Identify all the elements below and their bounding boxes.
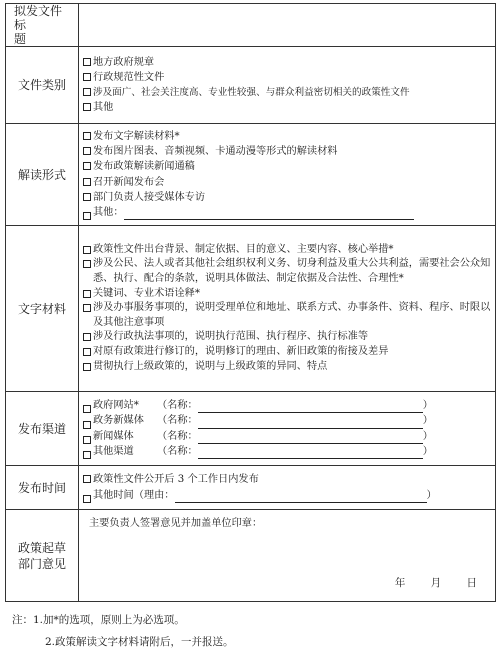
channel-name-input[interactable] (198, 401, 423, 413)
option-label: 政府网站* (93, 400, 139, 412)
option-label: 地方政府规章 (93, 56, 155, 68)
checkbox-icon[interactable] (83, 132, 91, 140)
policy-interpretation-form (5, 3, 496, 602)
option-label: 涉及行政执法事项的，说明执行范围、执行程序、执行标准等 (93, 331, 369, 343)
checkbox-icon[interactable] (83, 162, 91, 170)
checkbox-icon[interactable] (83, 178, 91, 186)
checkbox-icon[interactable] (83, 212, 91, 220)
label-dept-opinion-line1: 政策起草 (17, 540, 66, 555)
text-material-option[interactable] (83, 360, 491, 375)
channel-option[interactable] (83, 413, 491, 428)
publish-time-option[interactable] (83, 472, 491, 487)
text-material-option[interactable] (83, 301, 491, 330)
checkbox-icon[interactable] (83, 451, 91, 459)
option-label: 召开新闻发布会 (93, 176, 165, 188)
option-label: 部门负责人接受媒体专访 (93, 191, 206, 203)
option-label: 对原有政策进行修订的，说明修订的理由、新旧政策的衔接及差异 (93, 345, 389, 357)
channel-name-input[interactable] (198, 447, 423, 459)
option-label: 行政规范性文件 (93, 71, 165, 83)
option-label: 政策性文件出台背景、制定依据、目的意义、主要内容、核心举措* (93, 243, 394, 255)
label-document-title-line2 (6, 18, 78, 46)
reason-input-line[interactable] (175, 491, 427, 503)
interpret-option[interactable] (83, 129, 491, 144)
checkbox-icon[interactable] (83, 260, 91, 268)
dept-opinion-field[interactable] (79, 510, 496, 602)
label-text-material: 文字材料 (6, 226, 79, 392)
label-document-title (6, 4, 79, 47)
channel-option[interactable] (83, 398, 491, 413)
interpret-option[interactable] (83, 159, 491, 174)
text-material-options (79, 226, 496, 392)
row-doc-type (6, 47, 496, 124)
checkbox-icon[interactable] (83, 348, 91, 356)
document-title-field[interactable] (79, 4, 496, 47)
checkbox-icon[interactable] (83, 363, 91, 371)
interpret-option[interactable] (83, 175, 491, 190)
channel-option[interactable] (83, 444, 491, 459)
channel-options (79, 392, 496, 466)
channel-option[interactable] (83, 429, 491, 444)
label-doc-type: 文件类别 (6, 47, 79, 124)
channel-name-input[interactable] (198, 432, 423, 444)
checkbox-icon[interactable] (83, 246, 91, 254)
row-interpret-form (6, 124, 496, 226)
option-label: 其他时间（理由： (93, 489, 175, 501)
label-dept-opinion-line2: 部门意见 (17, 556, 66, 571)
checkbox-icon[interactable] (83, 103, 91, 111)
option-label: 涉及公民、法人或者其他社会组织权利义务、切身利益及重大公共利益，需要社会公众知悉、执行、配合的条款，说明具体做法、制定依据及合法性、合理性* (93, 258, 491, 285)
name-close: ） (422, 415, 433, 427)
checkbox-icon[interactable] (83, 88, 91, 96)
note-1: 注：1.加*的选项，原则上为必选项。 (12, 614, 185, 626)
interpret-form-options (79, 124, 496, 226)
checkbox-icon[interactable] (83, 436, 91, 444)
note-2: 2.政策解读文字材料请附后，一并报送。 (45, 636, 234, 648)
dept-opinion-instruction: 主要负责人签署意见并加盖单位印章： (89, 518, 263, 529)
label-publish-time: 发布时间 (6, 466, 79, 510)
option-label: 其他： (93, 206, 124, 218)
dept-opinion-date: 年 月 日 (394, 576, 477, 589)
checkbox-icon[interactable] (83, 333, 91, 341)
label-dept-opinion (6, 510, 79, 602)
option-label: 政策性文件公开后 3 个工作日内发布 (93, 474, 259, 486)
row-document-title (6, 4, 496, 47)
checkbox-icon[interactable] (83, 405, 91, 413)
text-material-option[interactable] (83, 345, 491, 360)
name-prefix: （名称： (157, 400, 198, 412)
label-channel: 发布渠道 (6, 392, 79, 466)
checkbox-icon[interactable] (83, 58, 91, 66)
name-prefix: （名称： (157, 430, 198, 442)
row-dept-opinion (6, 510, 496, 602)
label-interpret-form: 解读形式 (6, 124, 79, 226)
publish-time-options (79, 466, 496, 510)
checkbox-icon[interactable] (83, 304, 91, 312)
text-material-option[interactable] (83, 243, 491, 258)
doc-type-option[interactable] (83, 85, 491, 100)
doc-type-options (79, 47, 496, 124)
publish-time-option-other[interactable] (83, 488, 491, 503)
option-label: 发布文字解读材料* (93, 130, 180, 142)
label-document-title-line1: 拟发文件 (14, 4, 63, 18)
label-document-title-line2-text: 标 题 (14, 18, 47, 46)
interpret-option[interactable] (83, 190, 491, 205)
text-material-option[interactable] (83, 287, 491, 302)
option-label: 发布图片图表、音频视频、卡通动漫等形式的解读材料 (93, 146, 338, 158)
option-label: 其他 (93, 102, 114, 114)
interpret-option[interactable] (83, 144, 491, 159)
channel-name-input[interactable] (198, 417, 423, 429)
checkbox-icon[interactable] (83, 421, 91, 429)
row-text-material (6, 226, 496, 392)
checkbox-icon[interactable] (83, 73, 91, 81)
name-close: ） (422, 445, 433, 457)
name-close: ） (422, 430, 433, 442)
reason-close: ） (426, 489, 437, 501)
option-label: 新闻媒体 (93, 430, 134, 442)
checkbox-icon[interactable] (83, 193, 91, 201)
other-input-line[interactable] (124, 208, 414, 220)
doc-type-option[interactable] (83, 100, 491, 115)
interpret-option-other[interactable] (83, 205, 491, 220)
option-label: 发布政策解读新闻通稿 (93, 161, 195, 173)
text-material-option[interactable] (83, 330, 491, 345)
option-label: 贯彻执行上级政策的，说明与上级政策的异同、特点 (93, 360, 328, 372)
name-prefix: （名称： (157, 445, 198, 457)
checkbox-icon[interactable] (83, 147, 91, 155)
name-close: ） (422, 400, 433, 412)
option-label: 涉及面广、社会关注度高、专业性较强、与群众利益密切相关的政策性文件 (93, 87, 410, 98)
checkbox-icon[interactable] (83, 290, 91, 298)
option-label: 政务新媒体 (93, 415, 144, 427)
option-label: 其他渠道 (93, 445, 134, 457)
doc-type-option[interactable] (83, 55, 491, 70)
option-label: 涉及办事服务事项的，说明受理单位和地址、联系方式、办事条件、资料、程序、时限以及其他注意事项 (93, 302, 491, 328)
doc-type-option[interactable] (83, 70, 491, 85)
row-publish-time (6, 466, 496, 510)
row-channel (6, 392, 496, 466)
option-label: 关键词、专业术语诠释* (93, 287, 200, 299)
text-material-option[interactable] (83, 257, 491, 286)
checkbox-icon[interactable] (83, 475, 91, 483)
name-prefix: （名称： (157, 415, 198, 427)
checkbox-icon[interactable] (83, 495, 91, 503)
